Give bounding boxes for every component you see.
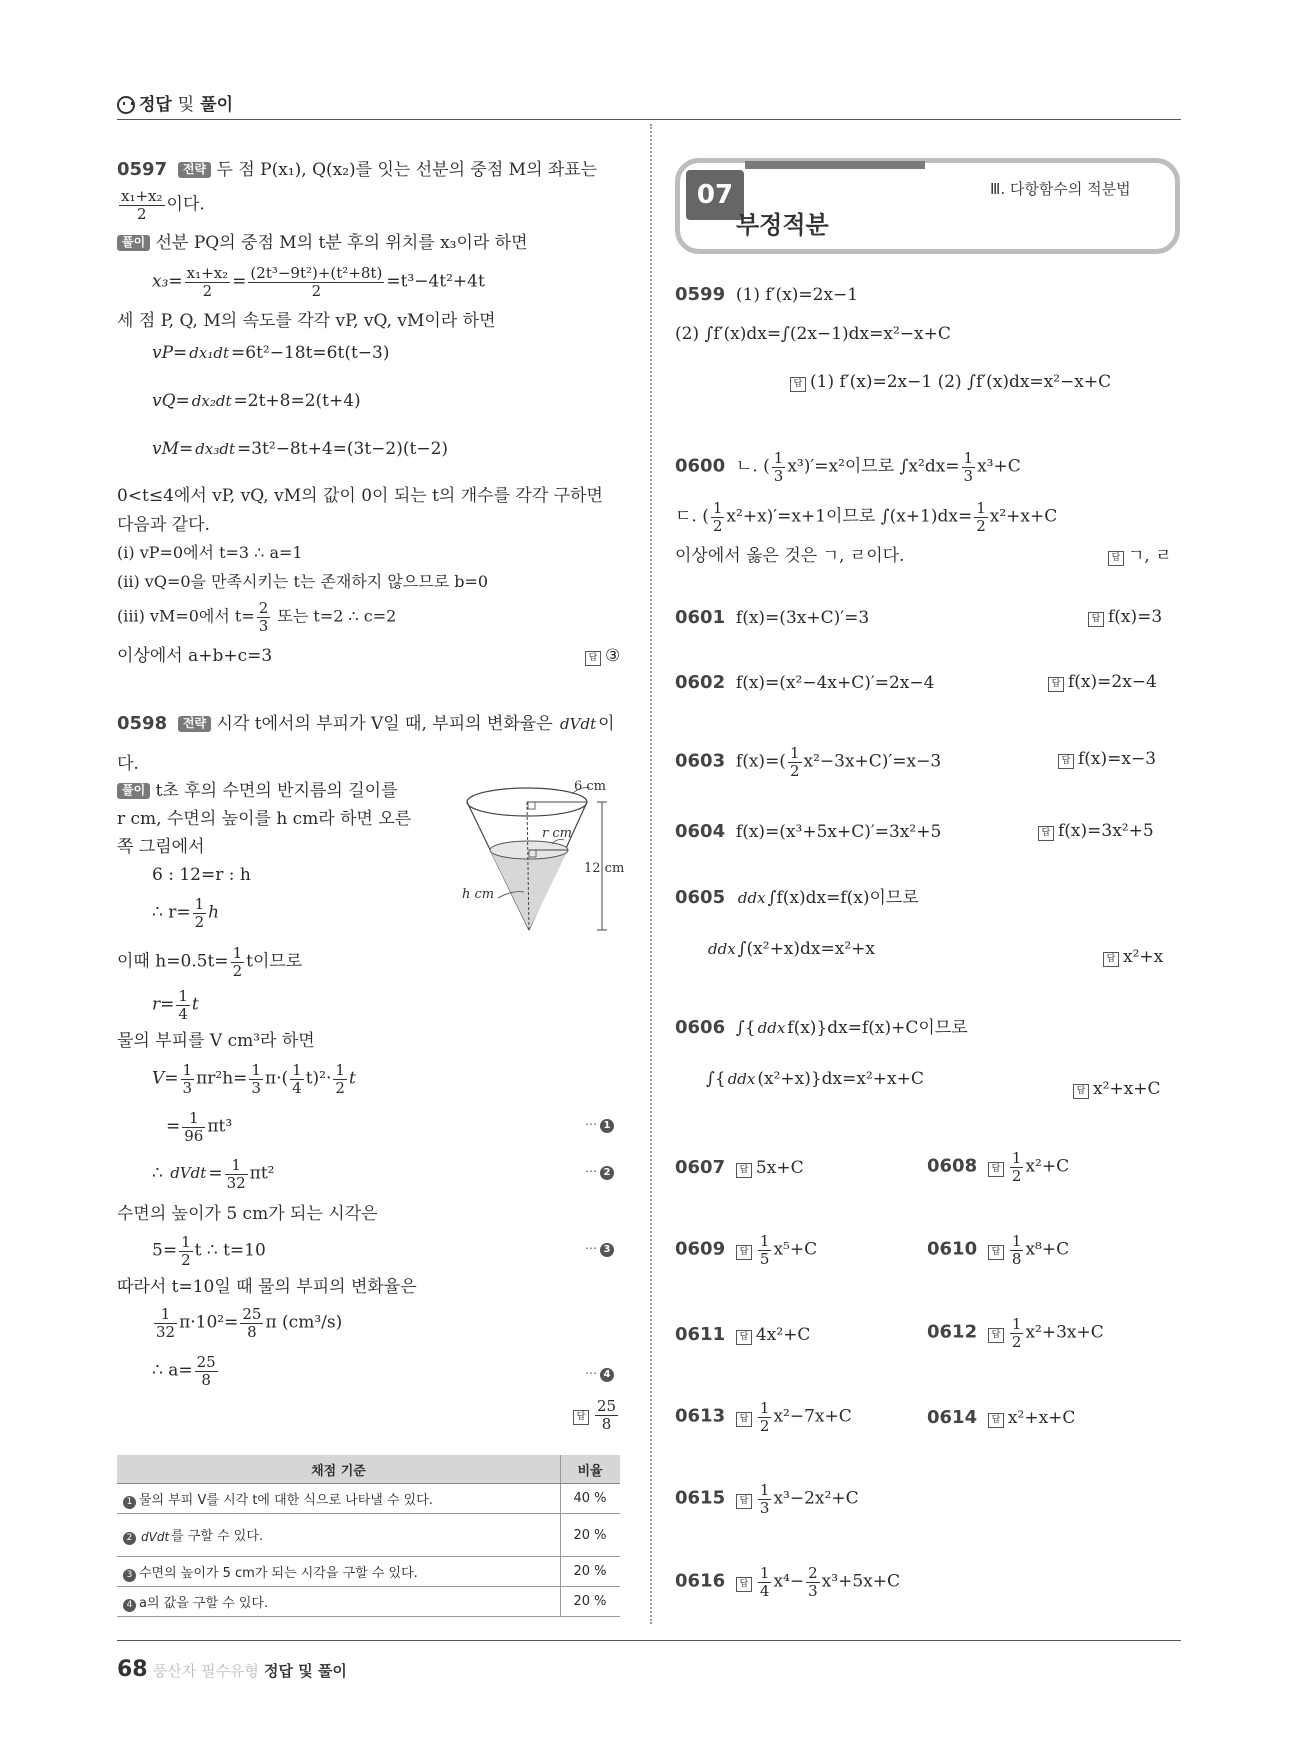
ratio-header: 비율 [561, 1455, 621, 1484]
solution-tag: 풀이 [117, 235, 150, 251]
problem-0597-conclusion: 이상에서 a+b+c=3 [117, 646, 273, 666]
problem-0597-s4: 다음과 같다. [117, 515, 210, 535]
problem-0616: 0616 답 $\frac{1}{4}$ x⁴− $\frac{2}{3}$ x³+5x+C [675, 1564, 900, 1600]
problem-0600-l1: 0600 ㄴ. ( $\frac{1}{3}$ x³)′=x²이므로 ∫x²dx= $\frac{1}{3}$ x³+C [675, 449, 1021, 485]
answer-icon: 답 [1103, 952, 1119, 967]
table-row: 3 수면의 높이가 5 cm가 되는 시각을 구할 수 있다. 20 % [117, 1557, 620, 1587]
problem-0598-t: 5= $\frac{1}{2}$ t ∴ t=10 [152, 1233, 266, 1269]
problem-0597-answer: 답 ③ [585, 647, 620, 667]
answer-icon: 답 [790, 377, 806, 392]
page-number: 68 [117, 1657, 148, 1682]
problem-0598-rate: 따라서 t=10일 때 물의 부피의 변화율은 [117, 1277, 417, 1297]
answer-icon: 답 [988, 1162, 1004, 1177]
problem-0598-answer: 답 $\frac{25}{8}$ [573, 1398, 620, 1432]
problem-0615: 0615 답 $\frac{1}{3}$ x³−2x²+C [675, 1481, 859, 1517]
answer-icon: 답 [1108, 551, 1124, 566]
section-title: 부정적분 [736, 211, 829, 239]
problem-0599-l2: (2) ∫f′(x)dx=∫(2x−1)dx=x²−x+C [675, 324, 951, 344]
step-mark-2: ⋯ 2 [585, 1165, 614, 1180]
problem-0598-V: V= $\frac{1}{3}$ πr²h= $\frac{1}{3}$ π·( $\frac{1}{4}$ t)²· $\frac{1}{2}$ t [152, 1061, 356, 1097]
table-row: 1 물의 부피 V를 시각 t에 대한 식으로 나타낼 수 있다. 40 % [117, 1484, 620, 1514]
problem-0605-l1: 0605 ddx ∫f(x)dx=f(x)이므로 [675, 887, 919, 908]
problem-0597-vm: vM= dx₃dt =3t²−8t+4=(3t−2)(t−2) [152, 439, 449, 459]
chapter-label: Ⅲ. 다항함수의 적분법 [990, 180, 1131, 198]
problem-0606-l2: ∫{ ddx (x²+x)}dx=x²+x+C [706, 1069, 924, 1089]
problem-0598-when: 수면의 높이가 5 cm가 되는 시각은 [117, 1204, 378, 1224]
problem-0597-case2: (ⅱ) vQ=0을 만족시키는 t는 존재하지 않으므로 b=0 [117, 572, 489, 591]
answer-icon: 답 [1048, 677, 1064, 692]
problem-0601: 0601 f(x)=(3x+C)′=3 [675, 607, 870, 628]
problem-0602-answer: 답 f(x)=2x−4 [1048, 673, 1157, 693]
svg-text:r cm: r cm [542, 826, 572, 841]
problem-0603-answer: 답 f(x)=x−3 [1058, 750, 1156, 770]
problem-0597-case3: (ⅲ) vM=0에서 t= $\frac{2}{3}$ 또는 t=2 ∴ c=2 [117, 599, 397, 635]
solution-tag: 풀이 [117, 783, 150, 799]
svg-text:12 cm: 12 cm [584, 861, 625, 876]
answer-icon: 답 [1058, 754, 1074, 769]
problem-0606-l1: 0606 ∫{ ddx f(x)}dx=f(x)+C이므로 [675, 1017, 968, 1038]
problem-0597-midpoint: $\frac{\text{x₁+x₂}}{2}$ 이다. [121, 187, 205, 223]
answer-icon: 답 [988, 1245, 1004, 1260]
problem-0598-ratio: 6 : 12=r : h [152, 865, 251, 885]
problem-0608: 0608 답 $\frac{1}{2}$ x²+C [927, 1149, 1070, 1185]
problem-0598-s1: 풀이 t초 후의 수면의 반지름의 길이를 [117, 782, 398, 802]
problem-0603: 0603 f(x)=( $\frac{1}{2}$ x²−3x+C)′=x−3 [675, 744, 942, 780]
problem-0599-l1: 0599 (1) f′(x)=2x−1 [675, 284, 859, 305]
problem-0604: 0604 f(x)=(x³+5x+C)′=3x²+5 [675, 821, 942, 842]
problem-0613: 0613 답 $\frac{1}{2}$ x²−7x+C [675, 1399, 852, 1435]
problem-0610: 0610 답 $\frac{1}{8}$ x⁸+C [927, 1232, 1070, 1268]
problem-0598-intro2: 다. [117, 754, 139, 774]
answer-icon: 답 [573, 1410, 589, 1425]
problem-0599-answer: 답 (1) f′(x)=2x−1 (2) ∫f′(x)dx=x²−x+C [790, 373, 1111, 393]
cone-diagram [462, 780, 632, 940]
step-mark-3: ⋯ 3 [585, 1242, 614, 1257]
problem-0597-vp: vP= dx₁dt =6t²−18t=6t(t−3) [152, 343, 390, 363]
answer-icon: 답 [736, 1163, 752, 1178]
answer-icon: 답 [736, 1330, 752, 1345]
problem-0597-case1: (ⅰ) vP=0에서 t=3 ∴ a=1 [117, 543, 303, 562]
answer-icon: 답 [988, 1413, 1004, 1428]
problem-0598-V2: = $\frac{1}{96}$ πt³ [166, 1109, 233, 1145]
svg-text:6 cm: 6 cm [574, 780, 607, 794]
problem-0597-vq: vQ= dx₂dt =2t+8=2(t+4) [152, 391, 361, 411]
table-row: 2 dVdt 를 구할 수 있다. 20 % [117, 1514, 620, 1557]
problem-0605-l2: ddx ∫(x²+x)dx=x²+x [708, 939, 875, 959]
problem-0598-rate-calc: $\frac{1}{32}$ π·10²= $\frac{25}{8}$ π (cm³/s) [156, 1305, 343, 1341]
problem-0598-r: ∴ r= $\frac{1}{2}$ h [152, 895, 220, 931]
answer-icon: 답 [736, 1577, 752, 1592]
column-divider [650, 124, 652, 1624]
running-header: 정답 및 풀이 [117, 90, 233, 115]
problem-0600-answer: 답 ㄱ, ㄹ [1108, 547, 1172, 567]
problem-0598-s3: 쪽 그림에서 [117, 837, 205, 857]
problem-0598-r2: r= $\frac{1}{4}$ t [152, 987, 199, 1023]
footer-rule [117, 1640, 1181, 1641]
section-number-badge: 07 [686, 170, 744, 220]
table-row: 4 a의 값을 구할 수 있다. 20 % [117, 1587, 620, 1617]
answer-icon: 답 [1088, 612, 1104, 627]
problem-0606-answer: 답 x²+x+C [1073, 1080, 1161, 1100]
problem-0598-h: 이때 h=0.5t= $\frac{1}{2}$ t이므로 [117, 944, 303, 980]
problem-0597-s3: 0<t≤4에서 vP, vQ, vM의 값이 0이 되는 t의 개수를 각각 구하면 [117, 486, 603, 506]
page-footer [117, 1657, 347, 1682]
problem-0598-a: ∴ a= $\frac{25}{8}$ [152, 1353, 216, 1389]
problem-0609: 0609 답 $\frac{1}{5}$ x⁵+C [675, 1232, 818, 1268]
problem-0597-s1: 풀이 선분 PQ의 중점 M의 t분 후의 위치를 x₃이라 하면 [117, 234, 528, 254]
criteria-header: 채점 기준 [117, 1455, 561, 1484]
problem-0607: 0607 답 5x+C [675, 1157, 804, 1178]
problem-0611: 0611 답 4x²+C [675, 1324, 811, 1345]
answer-icon: 답 [1038, 826, 1054, 841]
strategy-tag: 전략 [178, 162, 211, 178]
answer-icon: 답 [988, 1328, 1004, 1343]
problem-0600-l2: ㄷ. ( $\frac{1}{2}$ x²+x)′=x+1이므로 ∫(x+1)dx= $\frac{1}{2}$ x²+x+C [675, 499, 1058, 535]
svg-text:h cm: h cm [462, 887, 495, 902]
scoring-table [117, 1455, 620, 1617]
footer-title: 정답 및 풀이 [264, 1662, 347, 1680]
section-header-bar [745, 161, 925, 169]
problem-0597-intro: 0597 전략 두 점 P(x₁), Q(x₂)를 잇는 선분의 중점 M의 좌표는 [117, 159, 598, 180]
problem-0598-dV: ∴ dVdt = $\frac{1}{32}$ πt² [152, 1156, 275, 1192]
smiley-icon [117, 96, 135, 114]
strategy-tag: 전략 [178, 716, 211, 732]
problem-0598-s2: r cm, 수면의 높이를 h cm라 하면 오른 [117, 809, 412, 829]
problem-0598-vol: 물의 부피를 V cm³라 하면 [117, 1031, 315, 1051]
problem-0612: 0612 답 $\frac{1}{2}$ x²+3x+C [927, 1315, 1104, 1351]
problem-0600-l3: 이상에서 옳은 것은 ㄱ, ㄹ이다. [675, 546, 905, 566]
answer-icon: 답 [736, 1245, 752, 1260]
problem-0597-x3: x₃= $\frac{\text{x₁+x₂}}{2}$ = $\frac{\text{(2t³−9t²)+(t²+8t)}}{2}$ =t³−4t²+4t [152, 264, 485, 300]
problem-0614: 0614 답 x²+x+C [927, 1407, 1076, 1428]
answer-icon: 답 [1073, 1084, 1089, 1099]
problem-0597-s2: 세 점 P, Q, M의 속도를 각각 vP, vQ, vM이라 하면 [117, 311, 496, 331]
answer-icon: 답 [585, 651, 601, 666]
problem-0602: 0602 f(x)=(x²−4x+C)′=2x−4 [675, 672, 935, 693]
step-mark-4: ⋯ 4 [585, 1367, 614, 1382]
step-mark-1: ⋯ 1 [585, 1118, 614, 1133]
watermark-text: 풍산자 필수유형 [152, 1662, 259, 1680]
problem-0604-answer: 답 f(x)=3x²+5 [1038, 822, 1154, 842]
problem-0601-answer: 답 f(x)=3 [1088, 608, 1162, 628]
answer-icon: 답 [736, 1494, 752, 1509]
problem-0598-intro: 0598 전략 시각 t에서의 부피가 V일 때, 부피의 변화율은 dVdt 이 [117, 713, 615, 734]
answer-icon: 답 [736, 1412, 752, 1427]
problem-0605-answer: 답 x²+x [1103, 948, 1163, 968]
header-rule [117, 119, 1181, 120]
